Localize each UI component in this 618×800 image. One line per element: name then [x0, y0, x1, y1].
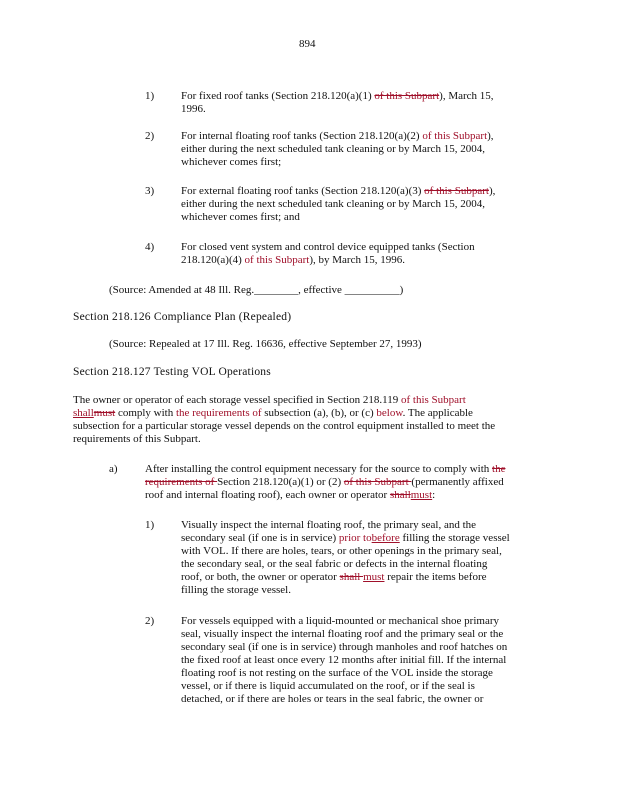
a1-line-5: roof, or both, the owner or operator shall must repair the items before — [181, 571, 487, 583]
deleted-text: of this Subpart — [424, 185, 489, 197]
inserted-text: of this Subpart — [422, 130, 488, 142]
deleted-text: requirements of — [145, 476, 218, 488]
inserted-text: of this Subpart — [244, 254, 310, 266]
inserted-text: below — [376, 407, 403, 419]
a2-line-7: detached, or if there are holes or tears in the seal fabric, the owner or — [181, 693, 484, 705]
a1-line-6: filling the storage vessel. — [181, 584, 291, 596]
item-1-line-2: 1996. — [181, 103, 206, 115]
a2-number: 2) — [145, 615, 155, 627]
subsection-a-label: a) — [109, 463, 118, 475]
item-2-line-3: whichever comes first; — [181, 156, 282, 168]
item-2-line-1: For internal floating roof tanks (Section 218.120(a)(2) of this Subpart), — [181, 130, 494, 142]
item-1-line-1: For fixed roof tanks (Section 218.120(a)(1) of this Subpart), March 15, — [181, 90, 494, 102]
a2-line-2: seal, visually inspect the internal floating roof and the primary seal or the — [181, 628, 504, 640]
item-2-line-2: either during the next scheduled tank cleaning or by March 15, 2004, — [181, 143, 485, 155]
intro-line-4: requirements of this Subpart. — [73, 433, 201, 445]
intro-line-1: The owner or operator of each storage vessel specified in Section 218.119 of this Subpart — [73, 394, 466, 406]
section-127-heading: Section 218.127 Testing VOL Operations — [73, 366, 271, 378]
deleted-text: shall — [339, 571, 364, 583]
a2-line-5: floating roof is not resting on the surface of the VOL inside the storage — [181, 667, 493, 679]
deleted-text: of this Subpart — [343, 476, 412, 488]
item-4-number: 4) — [145, 241, 155, 253]
deleted-text: shall — [389, 489, 411, 501]
a2-line-4: the fixed roof at least once every 12 months after initial fill. If the internal — [181, 654, 507, 666]
inserted-text: before — [371, 532, 400, 544]
a1-number: 1) — [145, 519, 155, 531]
item-4-line-1: For closed vent system and control device equipped tanks (Section — [181, 241, 475, 253]
deleted-text: of this Subpart — [374, 90, 440, 102]
inserted-text: must — [363, 571, 385, 583]
intro-line-3: subsection for a particular storage vessel depends on the control equipment installed to meet the — [73, 420, 496, 432]
a1-line-3: with VOL. If there are holes, tears, or other openings in the primary seal, — [181, 545, 502, 557]
intro-line-2: shallmust comply with the requirements of subsection (a), (b), or (c) below. The applicable — [73, 407, 473, 419]
item-3-line-3: whichever comes first; and — [181, 211, 300, 223]
deleted-text: must — [93, 407, 116, 419]
item-1-number: 1) — [145, 90, 155, 102]
source-amended: (Source: Amended at 48 Ill. Reg.________, effective __________) — [109, 284, 404, 296]
a2-line-1: For vessels equipped with a liquid-mounted or mechanical shoe primary — [181, 615, 500, 627]
item-2-number: 2) — [145, 130, 155, 142]
a2-line-3: secondary seal (if one is in service) through manholes and roof hatches on — [181, 641, 508, 653]
a1-line-2: secondary seal (if one is in service) prior tobefore filling the storage vessel — [181, 532, 510, 544]
item-3-line-2: either during the next scheduled tank cleaning or by March 15, 2004, — [181, 198, 485, 210]
a1-line-1: Visually inspect the internal floating roof, the primary seal, and the — [181, 519, 477, 531]
section-126-heading: Section 218.126 Compliance Plan (Repealed) — [73, 311, 292, 323]
subsection-a-line-2: requirements of Section 218.120(a)(1) or (2) of this Subpart (permanently affixed — [145, 476, 504, 488]
a2-line-6: vessel, or if there is liquid accumulated on the roof, or if the seal is — [181, 680, 475, 692]
inserted-text: prior to — [338, 532, 372, 544]
source-repealed: (Source: Repealed at 17 Ill. Reg. 16636, effective September 27, 1993) — [109, 338, 422, 350]
item-3-number: 3) — [145, 185, 155, 197]
a1-line-4: the secondary seal, or the seal fabric or defects in the internal floating — [181, 558, 488, 570]
deleted-text: the — [492, 463, 506, 475]
subsection-a-line-3: roof and internal floating roof), each owner or operator shallmust: — [145, 489, 436, 501]
inserted-text: must — [410, 489, 433, 501]
inserted-text: shall — [73, 407, 94, 419]
item-4-line-2: 218.120(a)(4) of this Subpart), by March 15, 1996. — [181, 254, 405, 266]
subsection-a-line-1: After installing the control equipment necessary for the source to comply with the — [145, 463, 506, 475]
item-3-line-1: For external floating roof tanks (Section 218.120(a)(3) of this Subpart), — [181, 185, 496, 197]
inserted-text: of this Subpart — [400, 394, 466, 406]
inserted-text: the requirements of — [176, 407, 262, 419]
page-number: 894 — [299, 38, 316, 50]
